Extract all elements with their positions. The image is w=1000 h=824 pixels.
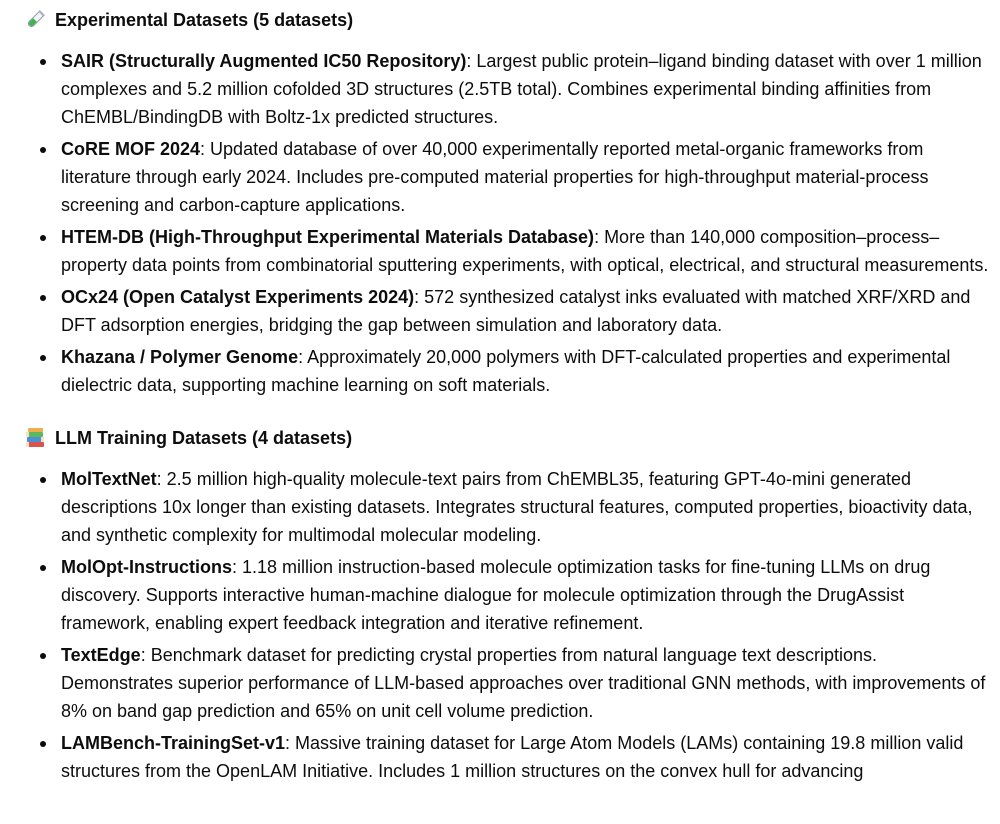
bullet bbox=[40, 147, 46, 153]
dataset-description: : 572 synthesized catalyst inks evaluated with matched XRF/XRD and DFT adsorption energies, bridging the gap between simulation and laboratory data. bbox=[61, 287, 971, 335]
list-item bbox=[24, 553, 992, 637]
dataset-description: : Massive training dataset for Large Atom Models (LAMs) containing 19.8 million valid structures from the OpenLAM Initiative. Includes 1 million structures on the convex hull for advancing bbox=[61, 733, 964, 781]
dataset-description: : Largest public protein–ligand binding dataset with over 1 million complexes and 5.2 million cofolded 3D structures (2.5TB total). Combines experimental binding affinities from ChEMBL/BindingDB with Boltz-1x predicted structures. bbox=[61, 51, 982, 127]
books-icon bbox=[24, 427, 46, 449]
dataset-description: : Benchmark dataset for predicting crystal properties from natural language text descriptions. Demonstrates superior performance of LLM-based approaches over traditional GNN methods, with improvements of 8% on band gap prediction and 65% on unit cell volume prediction. bbox=[61, 645, 986, 721]
dataset-list-llm-training bbox=[24, 465, 992, 785]
list-item bbox=[24, 343, 992, 399]
list-item bbox=[24, 47, 992, 131]
dataset-name: CoRE MOF 2024 bbox=[61, 139, 201, 159]
bullet bbox=[40, 355, 46, 361]
dataset-name: SAIR (Structurally Augmented IC50 Repository) bbox=[61, 51, 467, 71]
dataset-name: MolOpt-Instructions bbox=[61, 557, 232, 577]
list-item bbox=[24, 283, 992, 339]
dataset-description: : Approximately 20,000 polymers with DFT-calculated properties and experimental dielectric data, supporting machine learning on soft materials. bbox=[61, 347, 951, 395]
dataset-description: : Updated database of over 40,000 experimentally reported metal-organic frameworks from literature through early 2024. Includes pre-computed material properties for high-throughput material-process screening and carbon-capture applications. bbox=[61, 139, 929, 215]
dataset-description: : 1.18 million instruction-based molecule optimization tasks for fine-tuning LLMs on drug discovery. Supports interactive human-machine dialogue for molecule optimization through the DrugAssist framework, enabling expert feedback integration and iterative refinement. bbox=[61, 557, 931, 633]
section-title: Experimental Datasets (5 datasets) bbox=[55, 10, 354, 30]
dataset-name: LAMBench-TrainingSet-v1 bbox=[61, 733, 286, 753]
dataset-name: OCx24 (Open Catalyst Experiments 2024) bbox=[61, 287, 415, 307]
bullet bbox=[40, 565, 46, 571]
section-heading-llm-training bbox=[24, 424, 992, 452]
section-heading-experimental bbox=[24, 6, 992, 34]
dataset-name: Khazana / Polymer Genome bbox=[61, 347, 299, 367]
document-content bbox=[24, 6, 992, 789]
dataset-description: : 2.5 million high-quality molecule-text pairs from ChEMBL35, featuring GPT-4o-mini generated descriptions 10x longer than existing datasets. Integrates structural features, computed properties, bioactivity data, and synthetic complexity for multimodal molecular modeling. bbox=[61, 469, 973, 545]
list-item bbox=[24, 135, 992, 219]
dataset-list-experimental bbox=[24, 47, 992, 399]
bullet bbox=[40, 477, 46, 483]
test-tube-icon bbox=[24, 9, 46, 31]
list-item bbox=[24, 641, 992, 725]
list-item bbox=[24, 729, 992, 785]
section-title: LLM Training Datasets (4 datasets) bbox=[55, 428, 353, 448]
dataset-description: : More than 140,000 composition–process–property data points from combinatorial sputtering experiments, with optical, electrical, and structural measurements. bbox=[61, 227, 989, 275]
bullet bbox=[40, 59, 46, 65]
bullet bbox=[40, 653, 46, 659]
dataset-name: HTEM-DB (High-Throughput Experimental Materials Database) bbox=[61, 227, 595, 247]
list-item bbox=[24, 465, 992, 549]
dataset-name: TextEdge bbox=[61, 645, 141, 665]
dataset-name: MolTextNet bbox=[61, 469, 157, 489]
list-item bbox=[24, 223, 992, 279]
bullet bbox=[40, 295, 46, 301]
bullet bbox=[40, 235, 46, 241]
bullet bbox=[40, 741, 46, 747]
